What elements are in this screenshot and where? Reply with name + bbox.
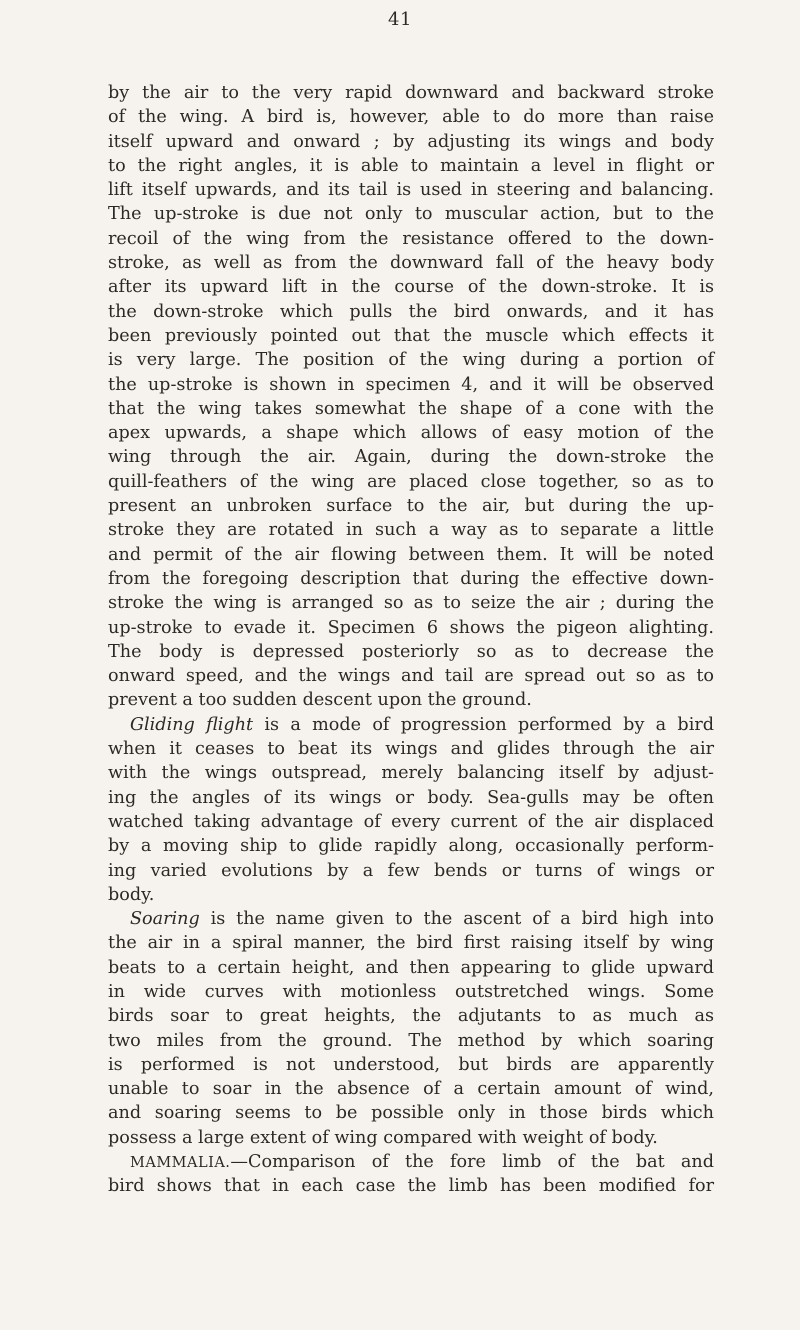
text-line: after its upward lift in the course of the down-stroke. It is: [108, 277, 714, 298]
text-line: [108, 1150, 714, 1174]
text-line: is very large. The position of the wing during a portion of: [108, 350, 714, 371]
text-line: from the foregoing description that during the effective down-: [108, 568, 714, 589]
term-mammalia: MAMMALIA.: [130, 1155, 231, 1172]
paragraph-soaring: [108, 907, 714, 1150]
text-line: prevent a too sudden descent upon the ground.: [108, 690, 532, 711]
text-line: that the wing takes somewhat the shape of a cone with the: [108, 398, 714, 419]
text-line: when it ceases to beat its wings and glides through the air: [108, 739, 714, 760]
text-line: of the wing. A bird is, however, able to do more than raise: [108, 107, 714, 128]
text-line: lift itself upwards, and its tail is used in steering and balancing.: [108, 180, 714, 201]
paragraph-flight-mechanics: [108, 81, 714, 713]
text-line: the air in a spiral manner, the bird first raising itself by wing: [108, 933, 714, 954]
page-number: 41: [388, 9, 412, 30]
text-line: [108, 907, 714, 931]
text-line: the down-stroke which pulls the bird onwards, and it has: [108, 301, 714, 322]
text-line: bird shows that in each case the limb has been modified for: [108, 1176, 714, 1197]
text-line: The up-stroke is due not only to muscular action, but to the: [108, 204, 714, 225]
text-line: watched taking advantage of every current of the air displaced: [108, 811, 714, 832]
text-line: body.: [108, 884, 155, 905]
paragraph-gliding-flight: [108, 713, 714, 907]
text-line: is performed is not understood, but birds are apparently: [108, 1054, 714, 1075]
text-line-rest: is the name given to the ascent of a bird high into: [199, 909, 714, 930]
text-line: by a moving ship to glide rapidly along, occasionally perform-: [108, 836, 714, 857]
text-line: ing varied evolutions by a few bends or turns of wings or: [108, 860, 714, 881]
text-line: stroke they are rotated in such a way as to separate a little: [108, 520, 714, 541]
text-line: apex upwards, a shape which allows of easy motion of the: [108, 423, 714, 444]
text-line: with the wings outspread, merely balancing itself by adjust-: [108, 763, 714, 784]
term-gliding-flight: Gliding flight: [130, 714, 254, 735]
text-line: [108, 713, 714, 737]
text-line: and permit of the air flowing between them. It will be noted: [108, 544, 714, 565]
text-line: been previously pointed out that the muscle which effects it: [108, 325, 714, 346]
body-text: [108, 81, 714, 1199]
text-line-rest: —Comparison of the fore limb of the bat and: [230, 1152, 714, 1173]
text-line-rest: is a mode of progression performed by a bird: [253, 714, 714, 735]
text-line: two miles from the ground. The method by which soaring: [108, 1030, 714, 1051]
text-line: recoil of the wing from the resistance offered to the down-: [108, 228, 714, 249]
text-line: unable to soar in the absence of a certain amount of wind,: [108, 1079, 714, 1100]
text-line: stroke, as well as from the downward fall of the heavy body: [108, 253, 714, 274]
text-line: quill-feathers of the wing are placed close together, so as to: [108, 471, 714, 492]
text-line: in wide curves with motionless outstretched wings. Some: [108, 981, 714, 1002]
text-line: onward speed, and the wings and tail are spread out so as to: [108, 666, 714, 687]
text-line: and soaring seems to be possible only in those birds which: [108, 1103, 714, 1124]
text-line: by the air to the very rapid downward and backward stroke: [108, 83, 714, 103]
text-line: stroke the wing is arranged so as to seize the air ; during the: [108, 593, 714, 614]
text-line: The body is depressed posteriorly so as to decrease the: [108, 641, 714, 662]
text-line: itself upward and onward ; by adjusting its wings and body: [108, 131, 714, 152]
text-line: birds soar to great heights, the adjutants to as much as: [108, 1006, 714, 1027]
text-line: to the right angles, it is able to maintain a level in flight or: [108, 155, 714, 176]
paragraph-mammalia: [108, 1150, 714, 1199]
text-line: wing through the air. Again, during the down-stroke the: [108, 447, 714, 468]
text-line: up-stroke to evade it. Specimen 6 shows the pigeon alighting.: [108, 617, 714, 638]
text-line: beats to a certain height, and then appearing to glide upward: [108, 957, 714, 978]
text-line: possess a large extent of wing compared with weight of body.: [108, 1127, 658, 1148]
text-line: present an unbroken surface to the air, but during the up-: [108, 496, 714, 517]
term-soaring: Soaring: [130, 909, 200, 930]
text-line: ing the angles of its wings or body. Sea-gulls may be often: [108, 787, 714, 808]
text-line: the up-stroke is shown in specimen 4, and it will be observed: [108, 374, 714, 395]
